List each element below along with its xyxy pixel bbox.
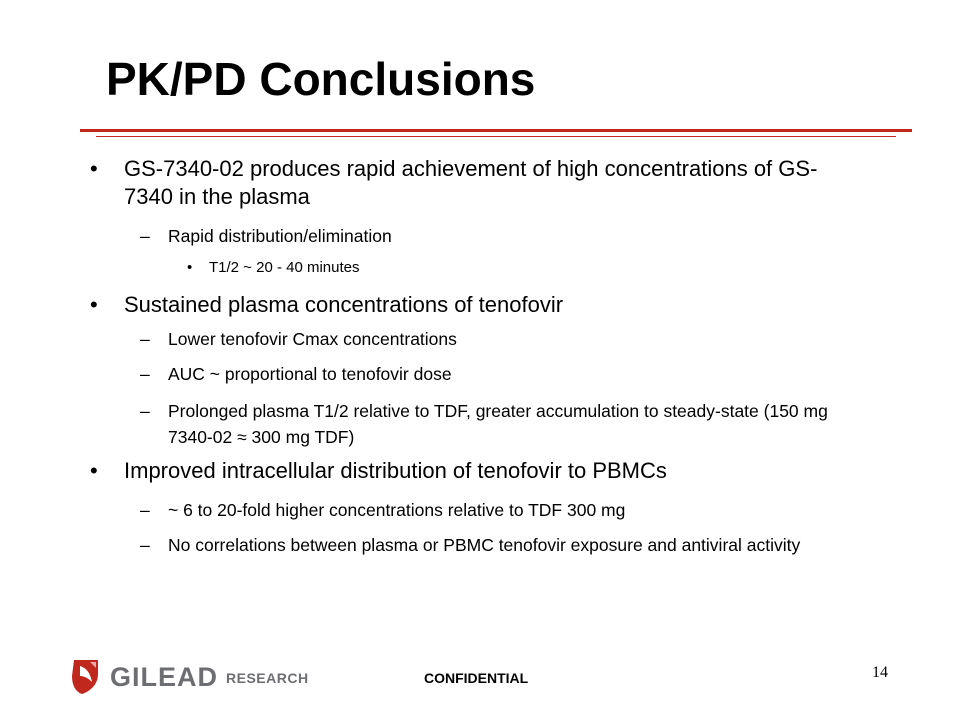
bullet-2-sub-3-text: Prolonged plasma T1/2 relative to TDF, greater accumulation to steady-state (150 mg 7340-02 ≈ 300 mg TDF)	[168, 401, 828, 447]
bullet-1-sub-1-text: Rapid distribution/elimination	[168, 226, 392, 246]
confidential-label: CONFIDENTIAL	[424, 670, 529, 686]
dash-marker: –	[140, 329, 150, 349]
dash-marker: –	[140, 401, 150, 421]
bullet-3-sub-1	[140, 497, 868, 523]
bullet-marker: •	[90, 156, 98, 181]
bullet-2-sub-1-text: Lower tenofovir Cmax concentrations	[168, 329, 457, 349]
dash-marker: –	[140, 364, 150, 384]
bullet-3-sub-1-text: ~ 6 to 20-fold higher concentrations relative to TDF 300 mg	[168, 500, 626, 520]
bullet-1-text: GS-7340-02 produces rapid achievement of high concentrations of GS-7340 in the plasma	[124, 156, 818, 209]
bullet-2-text: Sustained plasma concentrations of tenofovir	[124, 292, 564, 317]
bullet-2-sub-3	[140, 398, 868, 450]
bullet-1-sub-1	[140, 223, 868, 249]
dash-marker: –	[140, 500, 150, 520]
bullet-2	[90, 291, 864, 319]
logo-wordmark: GILEAD	[110, 662, 219, 692]
title-underline-thick	[80, 129, 912, 132]
bullet-1-sub-1-sub-1-text: T1/2 ~ 20 - 40 minutes	[209, 259, 360, 276]
slide-title: PK/PD Conclusions	[106, 53, 536, 105]
bullet-3-sub-2	[140, 532, 868, 558]
bullet-3-text: Improved intracellular distribution of tenofovir to PBMCs	[124, 458, 667, 483]
dash-marker: –	[140, 226, 150, 246]
bullet-marker: •	[90, 458, 98, 483]
bullet-1-sub-1-sub-1	[187, 258, 809, 278]
bullet-2-sub-2-text: AUC ~ proportional to tenofovir dose	[168, 364, 452, 384]
page-number: 14	[872, 664, 888, 681]
bullet-3	[90, 457, 864, 485]
bullet-3-sub-2-text: No correlations between plasma or PBMC tenofovir exposure and antiviral activity	[168, 535, 801, 555]
bullet-2-sub-1	[140, 326, 868, 352]
bullet-marker: •	[90, 292, 98, 317]
title-underline-thin	[96, 136, 896, 137]
gilead-helmet-icon	[70, 656, 104, 696]
logo-subtitle: RESEARCH	[226, 670, 309, 686]
gilead-logo	[70, 656, 370, 696]
bullet-2-sub-2	[140, 361, 868, 387]
bullet-1	[90, 155, 864, 211]
dash-marker: –	[140, 535, 150, 555]
bullet-marker: •	[187, 259, 193, 276]
